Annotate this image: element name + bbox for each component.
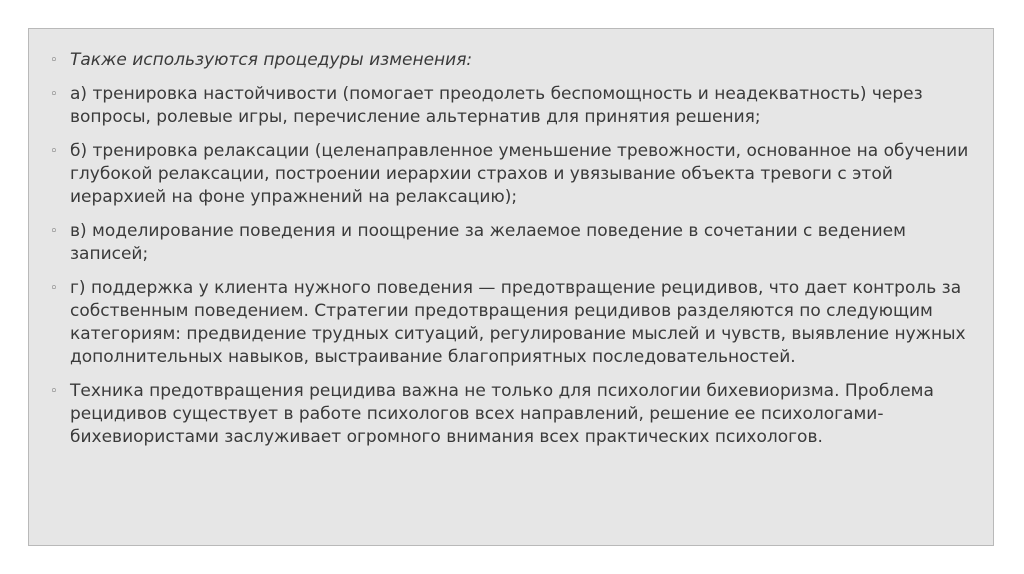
- bullet-circle-icon: ◦: [50, 87, 58, 102]
- bullet-circle-icon: ◦: [50, 224, 58, 239]
- bullet-item-5: [50, 277, 970, 369]
- bullet-circle-icon: ◦: [50, 281, 58, 296]
- bullet-text: Техника предотвращения рецидива важна не только для психологии бихевиоризма. Проблема рецидивов существует в работе психологов всех направлений, решение ее психологами-бихевиористами заслуживает огромного внимания всех практических психологов.: [70, 381, 934, 447]
- bullet-circle-icon: ◦: [50, 144, 58, 159]
- bullet-text: г) поддержка у клиента нужного поведения — предотвращение рецидивов, что дает контроль за собственным поведением. Стратегии предотвращения рецидивов разделяются по следующим категориям: предвидение трудных ситуаций, регулирование мыслей и чувств, выявление нужных дополнительных навыков, выстраивание благоприятных последовательностей.: [70, 278, 966, 367]
- bullet-text: в) моделирование поведения и поощрение за желаемое поведение в сочетании с ведением записей;: [70, 221, 906, 264]
- bullet-text: Также используются процедуры изменения:: [70, 50, 473, 70]
- bullet-item-4: [50, 220, 970, 266]
- bullet-circle-icon: ◦: [50, 384, 58, 399]
- bullet-item-3: [50, 140, 970, 209]
- bullet-item-6: [50, 380, 970, 449]
- bullet-item-1: [50, 49, 970, 72]
- bullet-item-2: [50, 83, 970, 129]
- bullet-list: [50, 49, 970, 460]
- bullet-text: а) тренировка настойчивости (помогает преодолеть беспомощность и неадекватность) через вопросы, ролевые игры, перечисление альтернатив для принятия решения;: [70, 84, 923, 127]
- bullet-text: б) тренировка релаксации (целенаправленное уменьшение тревожности, основанное на обучении глубокой релаксации, построении иерархии страхов и увязывание объекта тревоги с этой иерархией на фоне упражнений на релаксацию);: [70, 141, 969, 207]
- bullet-circle-icon: ◦: [50, 53, 58, 68]
